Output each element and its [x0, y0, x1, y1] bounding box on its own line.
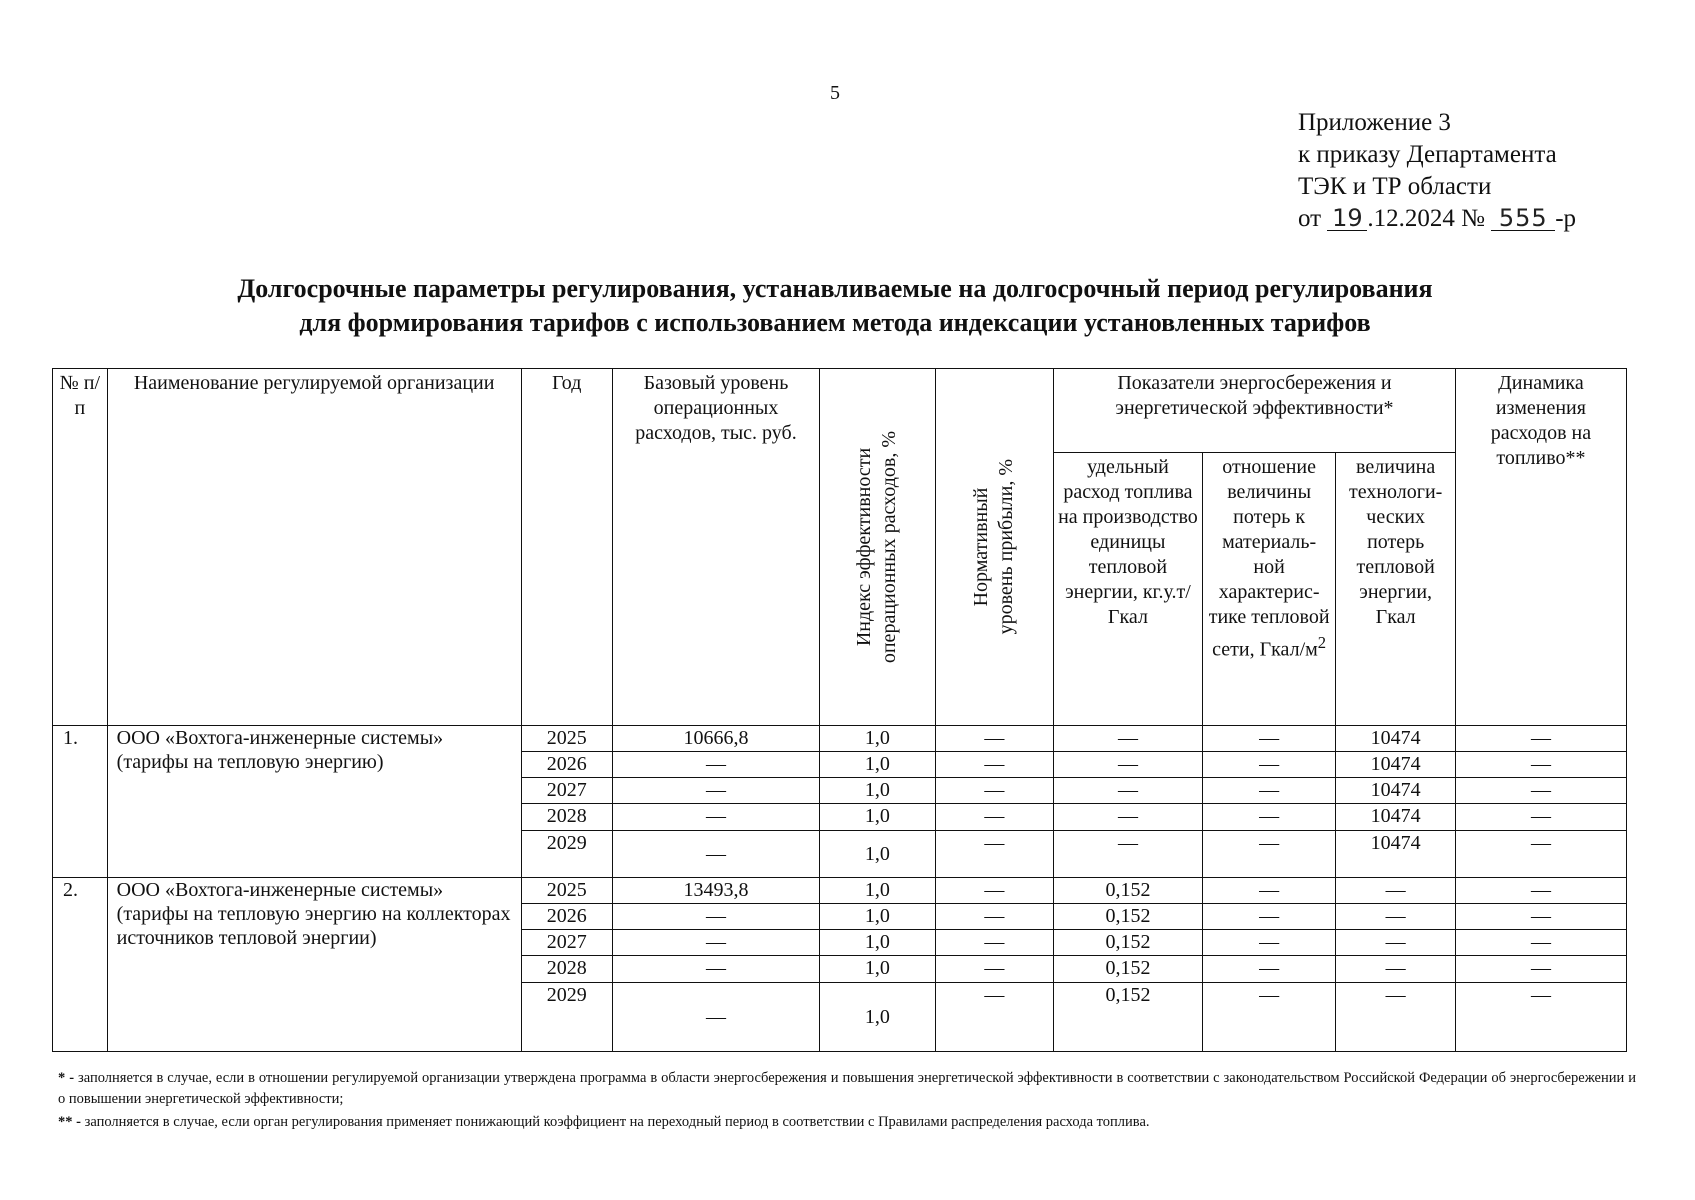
cell-tech-loss: — — [1336, 904, 1455, 930]
cell-profit: — — [935, 751, 1053, 777]
cell-profit: — — [935, 725, 1053, 751]
header-normative-profit: Нормативный уровень прибыли, % — [935, 369, 1053, 726]
cell-fuel: 0,152 — [1054, 956, 1203, 982]
cell-base: — — [612, 956, 820, 982]
cell-index: 1,0 — [820, 830, 935, 877]
cell-profit: — — [935, 956, 1053, 982]
cell-tech-loss: 10474 — [1336, 778, 1455, 804]
cell-dynamics: — — [1455, 930, 1626, 956]
cell-index: 1,0 — [820, 751, 935, 777]
cell-profit: — — [935, 877, 1053, 903]
appendix-line-3: ТЭК и ТР области — [1298, 173, 1492, 200]
cell-fuel: — — [1054, 830, 1203, 877]
cell-loss-ratio: — — [1202, 725, 1336, 751]
cell-loss-ratio: — — [1202, 804, 1336, 830]
title-line-1: Долгосрочные параметры регулирования, устанавливаемые на долгосрочный период регулирования — [237, 274, 1433, 303]
cell-base: — — [612, 982, 820, 1051]
header-fuel-consumption: удельный расход топлива на производство единицы тепловой энергии, кг.у.т/Гкал — [1054, 452, 1203, 725]
cell-dynamics: — — [1455, 804, 1626, 830]
cell-year: 2029 — [521, 830, 612, 877]
cell-dynamics: — — [1455, 982, 1626, 1051]
cell-loss-ratio: — — [1202, 982, 1336, 1051]
table-row — [53, 877, 1627, 903]
order-suffix: -р — [1555, 205, 1577, 232]
cell-year: 2027 — [521, 778, 612, 804]
cell-index: 1,0 — [820, 930, 935, 956]
cell-profit: — — [935, 830, 1053, 877]
cell-index: 1,0 — [820, 877, 935, 903]
appendix-block — [1298, 107, 1576, 235]
header-base-level: Базовый уровень операционных расходов, тыс. руб. — [612, 369, 820, 726]
cell-dynamics: — — [1455, 778, 1626, 804]
header-efficiency-index: Индекс эффективности операционных расходов, % — [820, 369, 935, 726]
cell-index: 1,0 — [820, 778, 935, 804]
cell-loss-ratio: — — [1202, 877, 1336, 903]
cell-tech-loss: 10474 — [1336, 751, 1455, 777]
org-number: 1. — [53, 725, 108, 877]
cell-fuel: — — [1054, 804, 1203, 830]
cell-base: 10666,8 — [612, 725, 820, 751]
cell-index: 1,0 — [820, 904, 935, 930]
cell-year: 2026 — [521, 751, 612, 777]
appendix-date-line — [1298, 203, 1576, 235]
title-line-2: для формирования тарифов с использованием метода индексации установленных тарифов — [299, 308, 1371, 337]
cell-profit: — — [935, 804, 1053, 830]
header-fuel-dynamics: Динамика изменения расходов на топливо** — [1455, 369, 1626, 726]
org-name: ООО «Вохтога-инженерные системы» (тарифы на тепловую энергию на коллекторах источников тепловой энергии) — [107, 877, 521, 1051]
cell-base: — — [612, 930, 820, 956]
cell-year: 2026 — [521, 904, 612, 930]
cell-base: — — [612, 830, 820, 877]
date-day-handwritten: 19 — [1327, 206, 1367, 231]
header-tech-loss: величина технологи-ческих потерь тепловой энергии, Гкал — [1336, 452, 1455, 725]
header-year: Год — [521, 369, 612, 726]
cell-index: 1,0 — [820, 982, 935, 1051]
cell-dynamics: — — [1455, 904, 1626, 930]
cell-year: 2028 — [521, 956, 612, 982]
cell-tech-loss: — — [1336, 877, 1455, 903]
footnote-1: * - заполняется в случае, если в отношении регулируемой организации утверждена программа в области энергосбережения и повышения энергетической эффективности в соответствии с законодательством Российской Федерации об энергосбережении и о повышении энергетической эффективности; — [58, 1070, 1636, 1107]
parameters-table — [52, 368, 1627, 1052]
cell-profit: — — [935, 904, 1053, 930]
header-loss-ratio: отношение величины потерь к материаль-ной характерис-тике тепловой сети, Гкал/$м^2$ — [1202, 452, 1336, 725]
cell-loss-ratio: — — [1202, 904, 1336, 930]
header-energy-group: Показатели энергосбережения и энергетической эффективности* — [1054, 369, 1456, 453]
cell-base: — — [612, 804, 820, 830]
document-title — [70, 272, 1600, 340]
cell-index: 1,0 — [820, 956, 935, 982]
cell-dynamics: — — [1455, 751, 1626, 777]
cell-base: — — [612, 751, 820, 777]
cell-profit: — — [935, 982, 1053, 1051]
cell-loss-ratio: — — [1202, 956, 1336, 982]
cell-fuel: 0,152 — [1054, 982, 1203, 1051]
cell-fuel: — — [1054, 778, 1203, 804]
header-num: № п/п — [53, 369, 108, 726]
appendix-line-1: Приложение 3 — [1298, 109, 1451, 136]
header-org: Наименование регулируемой организации — [107, 369, 521, 726]
cell-tech-loss: — — [1336, 956, 1455, 982]
footnotes — [58, 1068, 1636, 1133]
cell-base: 13493,8 — [612, 877, 820, 903]
cell-year: 2027 — [521, 930, 612, 956]
footnote-2: ** - заполняется в случае, если орган регулирования применяет понижающий коэффициент на переходный период в соответствии с Правилами распределения расхода топлива. — [58, 1114, 1150, 1130]
date-rest: .12.2024 № — [1367, 205, 1485, 232]
cell-year: 2028 — [521, 804, 612, 830]
cell-index: 1,0 — [820, 804, 935, 830]
order-number-handwritten: 555 — [1491, 206, 1555, 231]
cell-year: 2025 — [521, 877, 612, 903]
cell-tech-loss: 10474 — [1336, 725, 1455, 751]
table-row — [53, 725, 1627, 751]
cell-base: — — [612, 778, 820, 804]
cell-tech-loss: 10474 — [1336, 804, 1455, 830]
cell-fuel: 0,152 — [1054, 930, 1203, 956]
page-number: 5 — [830, 82, 840, 104]
cell-base: — — [612, 904, 820, 930]
cell-loss-ratio: — — [1202, 830, 1336, 877]
org-name: ООО «Вохтога-инженерные системы» (тарифы на тепловую энергию) — [107, 725, 521, 877]
header-row-1 — [53, 369, 1627, 453]
cell-year: 2025 — [521, 725, 612, 751]
cell-dynamics: — — [1455, 725, 1626, 751]
cell-tech-loss: — — [1336, 982, 1455, 1051]
appendix-line-2: к приказу Департамента — [1298, 141, 1557, 168]
cell-loss-ratio: — — [1202, 751, 1336, 777]
cell-dynamics: — — [1455, 830, 1626, 877]
cell-fuel: — — [1054, 725, 1203, 751]
cell-loss-ratio: — — [1202, 930, 1336, 956]
cell-year: 2029 — [521, 982, 612, 1051]
cell-dynamics: — — [1455, 956, 1626, 982]
cell-tech-loss: — — [1336, 930, 1455, 956]
cell-fuel: 0,152 — [1054, 904, 1203, 930]
date-prefix: от — [1298, 205, 1322, 232]
cell-profit: — — [935, 930, 1053, 956]
cell-fuel: — — [1054, 751, 1203, 777]
cell-loss-ratio: — — [1202, 778, 1336, 804]
cell-tech-loss: 10474 — [1336, 830, 1455, 877]
org-number: 2. — [53, 877, 108, 1051]
cell-fuel: 0,152 — [1054, 877, 1203, 903]
cell-index: 1,0 — [820, 725, 935, 751]
cell-dynamics: — — [1455, 877, 1626, 903]
cell-profit: — — [935, 778, 1053, 804]
